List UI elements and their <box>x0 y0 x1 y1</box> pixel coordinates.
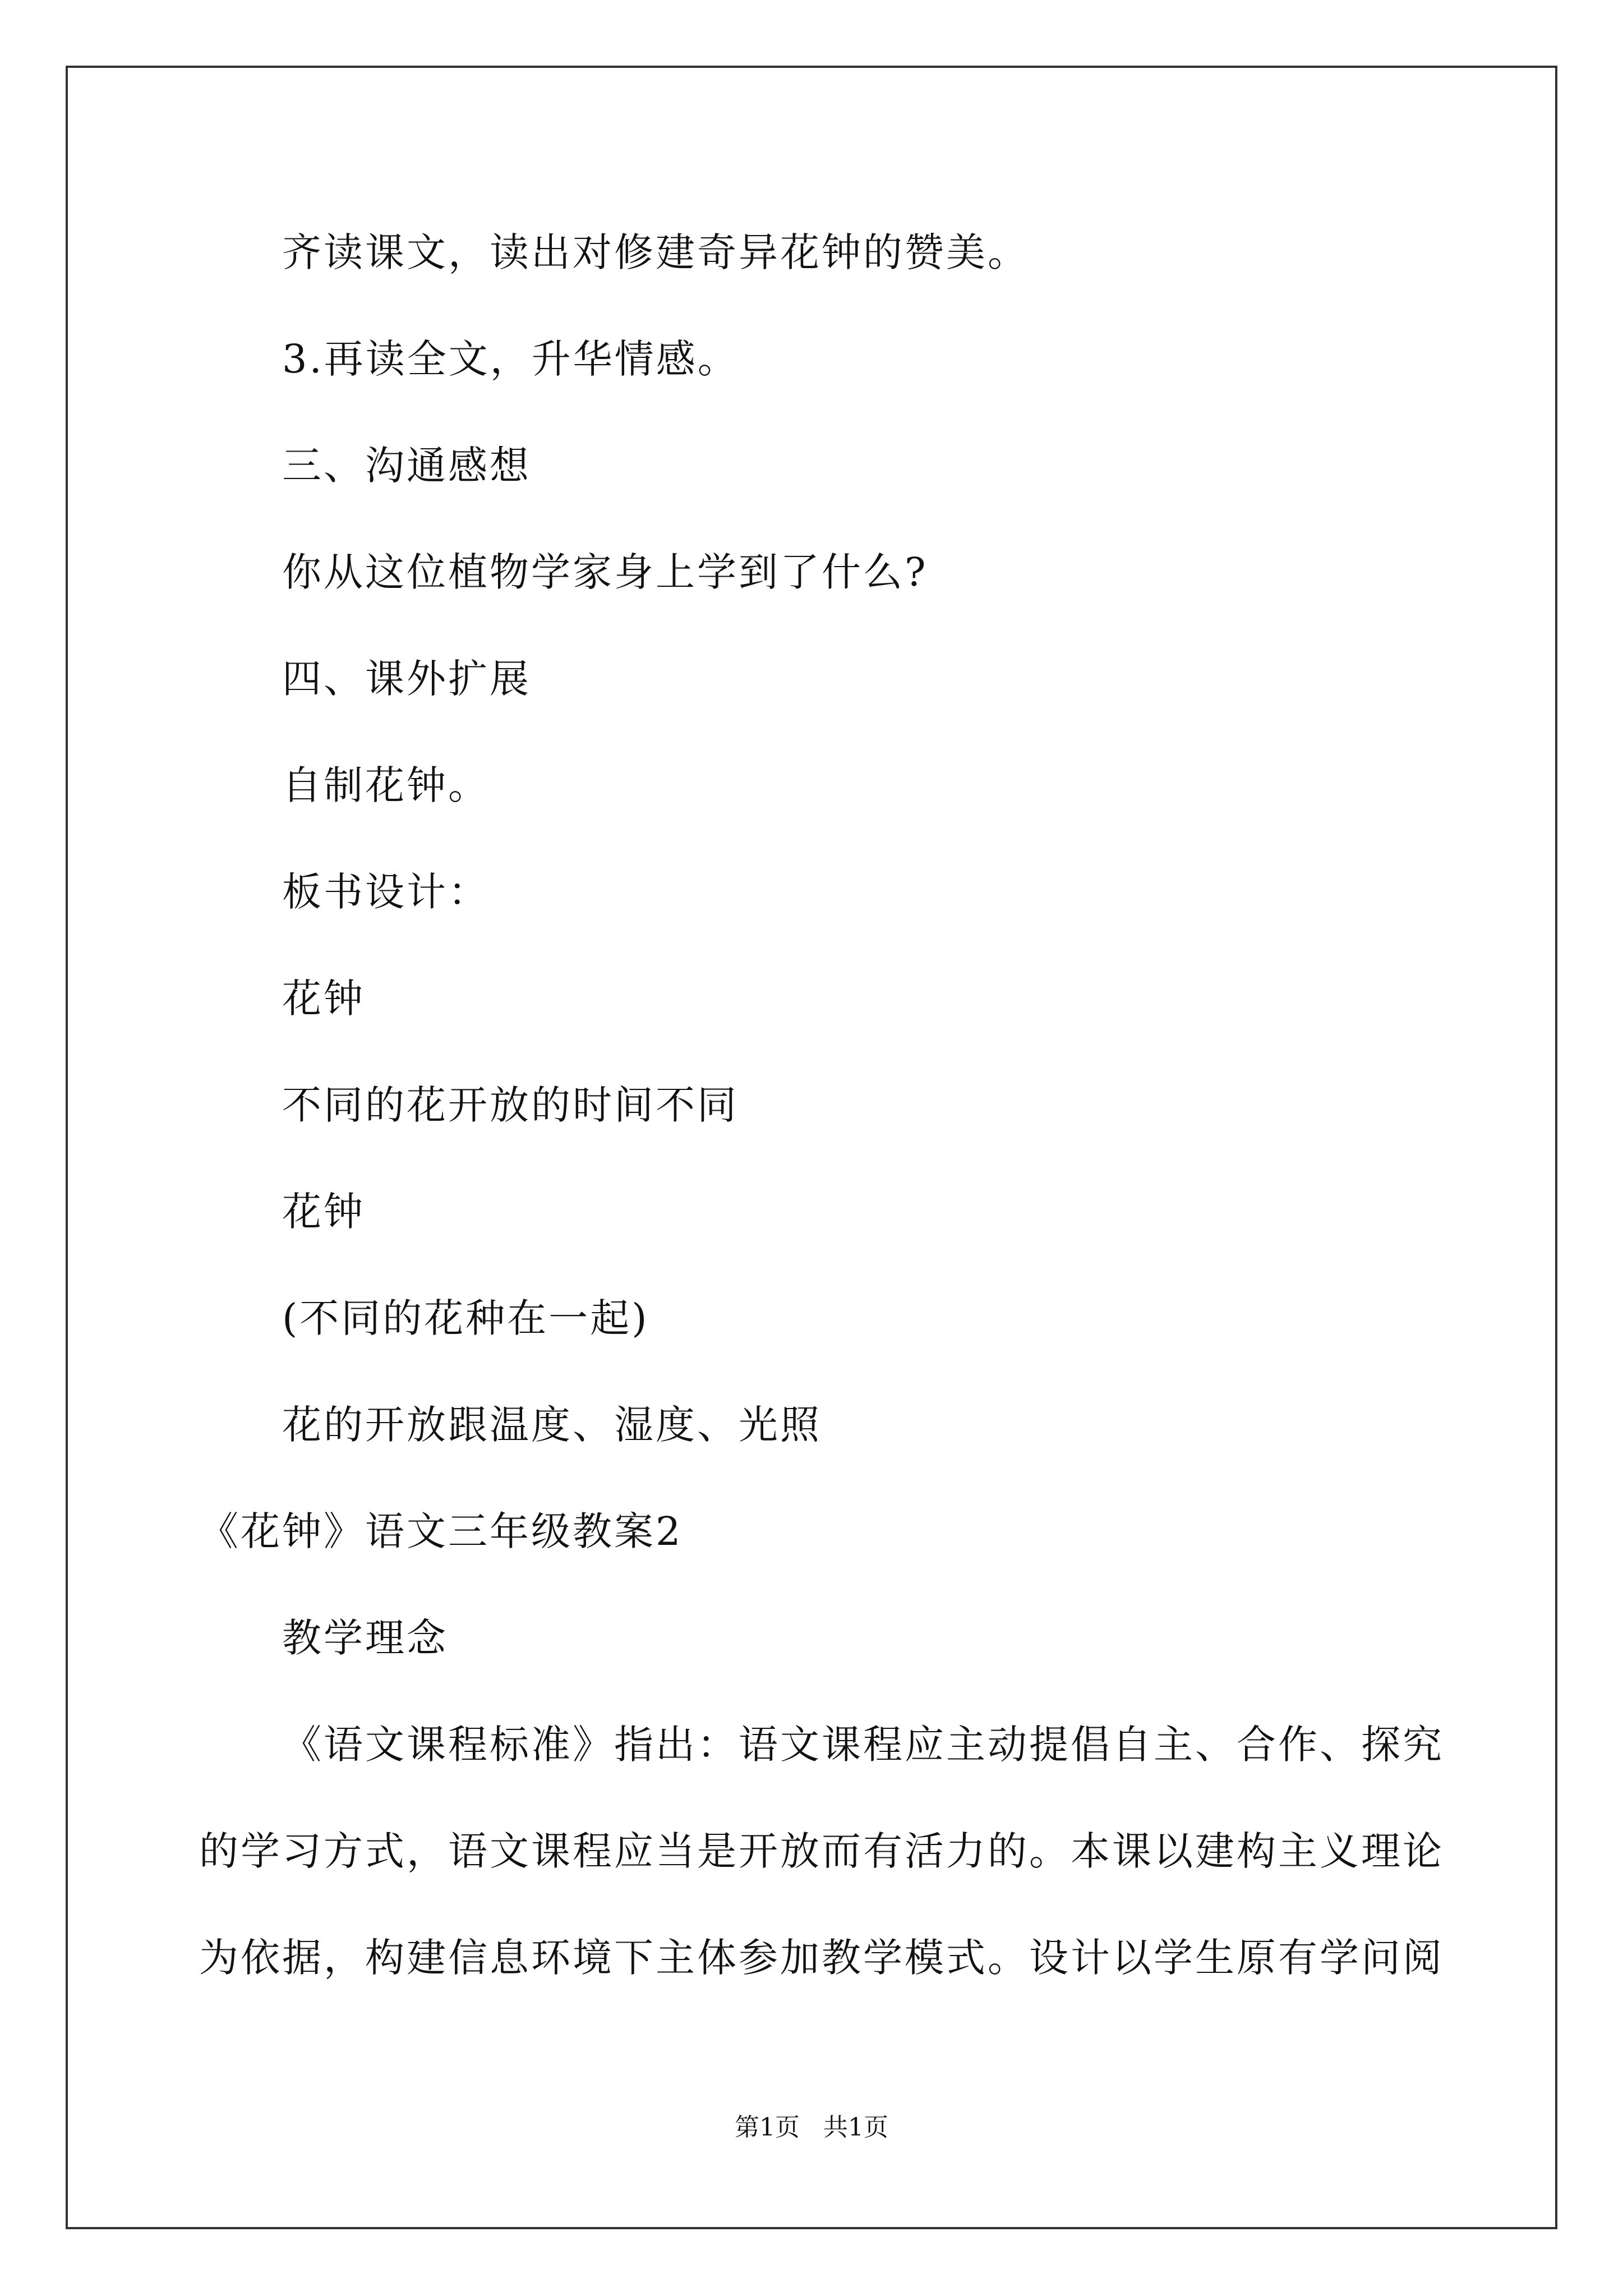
text-line: 齐读课文，读出对修建奇异花钟的赞美。 <box>282 229 1029 275</box>
text-line: 板书设计： <box>282 869 490 915</box>
subheading: 教学理念 <box>282 1615 448 1661</box>
text-line: (不同的花种在一起) <box>282 1295 649 1341</box>
paragraph-line: 为依据，构建信息环境下主体参加教学模式。设计以学生原有学问阅 <box>199 1935 1444 1981</box>
paragraph-line: 《语文课程标准》指出：语文课程应主动提倡自主、合作、探究 <box>282 1722 1444 1768</box>
text-line: 花钟 <box>282 976 365 1022</box>
text-line: 三、沟通感想 <box>282 443 531 489</box>
text-line: 3.再读全文，升华情感。 <box>282 336 739 382</box>
paragraph-line: 的学习方式，语文课程应当是开放而有活力的。本课以建构主义理论 <box>199 1828 1444 1874</box>
text-line: 你从这位植物学家身上学到了什么? <box>282 549 928 595</box>
page-footer: 第1页 共1页 <box>735 2113 888 2142</box>
section-title: 《花钟》语文三年级教案2 <box>199 1508 683 1554</box>
text-line: 花的开放跟温度、湿度、光照 <box>282 1402 822 1448</box>
text-line: 自制花钟。 <box>282 762 490 808</box>
text-line: 花钟 <box>282 1189 365 1235</box>
page-border <box>66 66 1557 2229</box>
text-line: 不同的花开放的时间不同 <box>282 1082 739 1128</box>
text-line: 四、课外扩展 <box>282 656 531 702</box>
